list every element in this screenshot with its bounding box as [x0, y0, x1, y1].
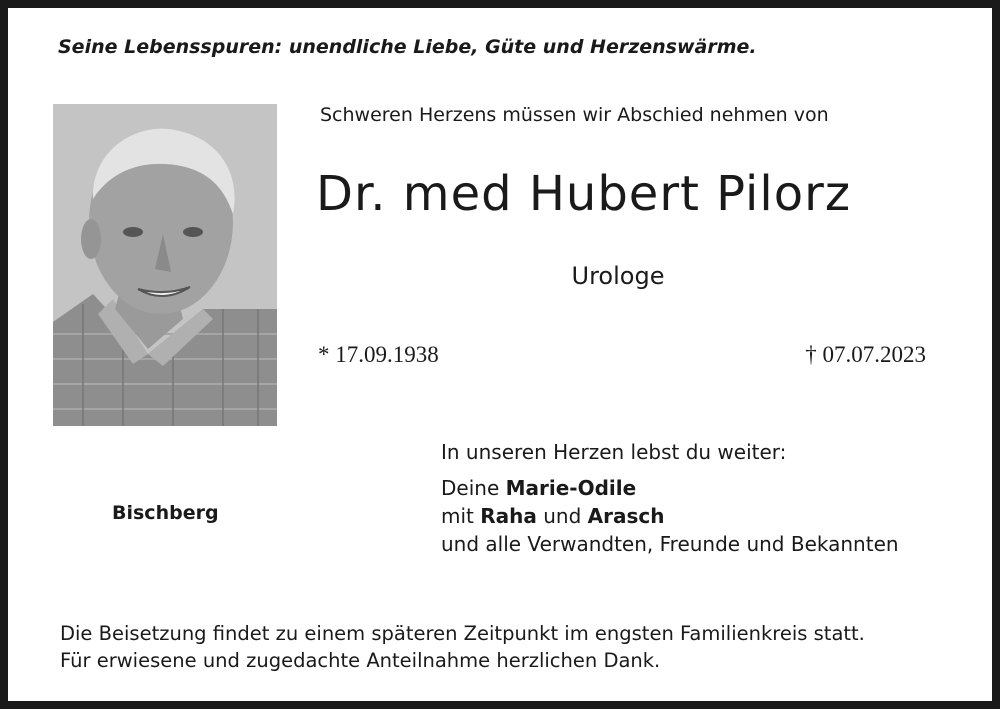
survivors-block — [441, 438, 899, 558]
death-date: † 07.07.2023 — [805, 342, 926, 367]
survivor-prefix: mit — [441, 504, 474, 528]
residence-place: Bischberg — [112, 502, 219, 524]
closing-line-1: Die Beisetzung findet zu einem späteren Zeitpunkt im engsten Familienkreis statt. — [60, 622, 865, 645]
portrait-photo — [53, 104, 277, 426]
survivor-line-2 — [441, 502, 899, 530]
survivor-prefix: Deine — [441, 476, 500, 500]
motto: Seine Lebensspuren: unendliche Liebe, Güte und Herzenswärme. — [58, 36, 757, 58]
deceased-name: Dr. med Hubert Pilorz — [316, 166, 852, 222]
portrait-illustration — [53, 104, 277, 426]
survivor-name-child: Arasch — [587, 504, 665, 528]
survivor-conjunction: und — [543, 504, 582, 528]
survivors-heading: In unseren Herzen lebst du weiter: — [441, 440, 787, 464]
deceased-profession: Urologe — [571, 262, 665, 290]
survivor-line-1 — [441, 474, 899, 502]
closing-line-2: Für erwiesene und zugedachte Anteilnahme herzlichen Dank. — [60, 649, 661, 672]
intro-line: Schweren Herzens müssen wir Abschied nehmen von — [320, 104, 829, 126]
survivor-name-child: Raha — [480, 504, 537, 528]
survivor-line-3: und alle Verwandten, Freunde und Bekannten — [441, 532, 899, 556]
survivor-name-spouse: Marie-Odile — [505, 476, 637, 500]
birth-date: * 17.09.1938 — [318, 342, 439, 367]
closing-text — [60, 620, 865, 674]
